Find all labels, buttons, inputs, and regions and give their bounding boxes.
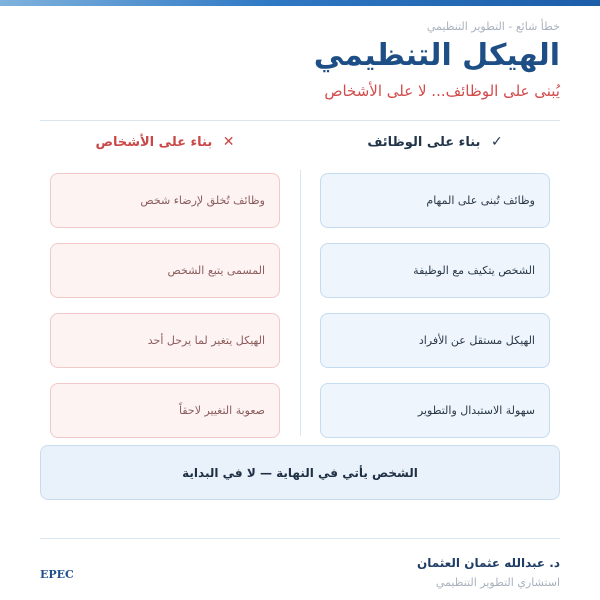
top-accent-bar [0, 0, 600, 6]
check-icon: ✓ [490, 134, 503, 150]
author-role: استشاري التطوير التنظيمي [435, 576, 560, 589]
jobs-card: الشخص يتكيف مع الوظيفة [320, 243, 550, 298]
summary-banner: الشخص يأتي في النهاية — لا في البداية [40, 445, 560, 500]
footer-divider [40, 538, 560, 539]
header-divider [40, 120, 560, 121]
column-divider [300, 170, 301, 436]
author-name: د. عبدالله عثمان العثمان [416, 556, 560, 570]
column-heading-jobs-label: بناء على الوظائف [367, 135, 481, 150]
jobs-card: وظائف تُبنى على المهام [320, 173, 550, 228]
people-card: صعوبة التغيير لاحقاً [50, 383, 280, 438]
brand-logo: EPEC [40, 568, 74, 581]
overline: خطأ شائع - التطوير التنظيمي [426, 20, 560, 33]
people-card: الهيكل يتغير لما يرحل أحد [50, 313, 280, 368]
jobs-card: الهيكل مستقل عن الأفراد [320, 313, 550, 368]
page-subtitle: يُبنى على الوظائف... لا على الأشخاص [324, 82, 560, 100]
column-heading-jobs [320, 134, 550, 150]
jobs-card: سهولة الاستبدال والتطوير [320, 383, 550, 438]
column-heading-people [50, 134, 280, 150]
page-title: الهيكل التنظيمي [313, 38, 560, 73]
cross-icon: ✕ [222, 134, 235, 150]
people-card: وظائف تُخلق لإرضاء شخص [50, 173, 280, 228]
column-heading-people-label: بناء على الأشخاص [95, 135, 213, 150]
people-card: المسمى يتبع الشخص [50, 243, 280, 298]
